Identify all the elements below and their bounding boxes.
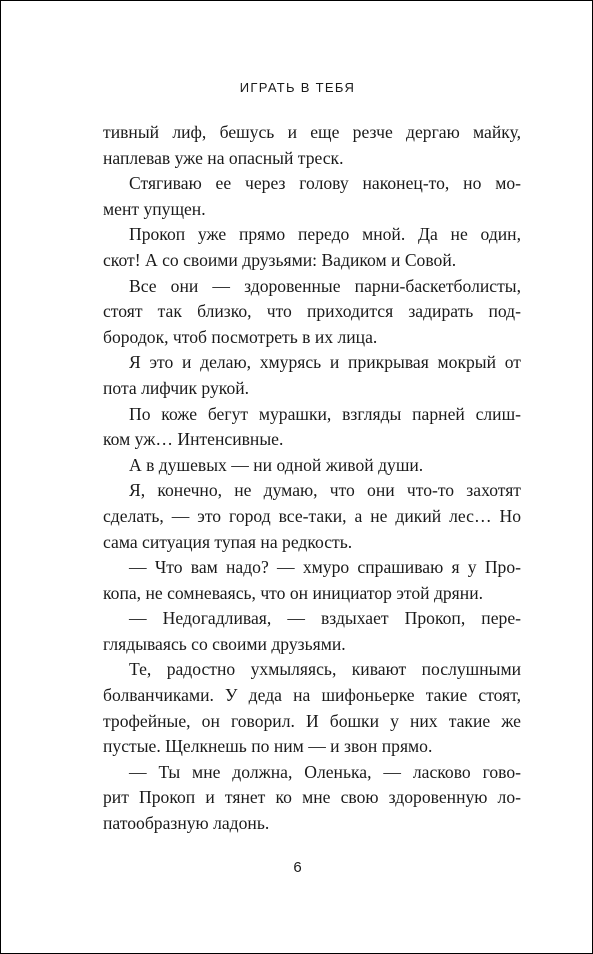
text-line: Все они — здоровенные парни-баскетболисты, — [129, 275, 521, 296]
text-line: пота лифчик рукой. — [103, 377, 250, 398]
text-line: наплевав уже на опасный треск. — [103, 147, 344, 168]
text-line: болванчиками. У деда на шифоньерке такие стоят, — [103, 685, 521, 706]
text-line: По коже бегут мурашки, взгляды парней слиш- — [129, 403, 521, 424]
text-line: трофейные, он говорил. И бошки у них такие же — [103, 710, 521, 731]
body-text — [103, 120, 521, 837]
paragraph — [103, 120, 521, 171]
paragraph — [103, 350, 521, 401]
paragraph — [103, 274, 521, 351]
text-line: пустые. Щелкнешь по ним — и звон прямо. — [103, 736, 433, 757]
text-line: скот! А со своими друзьями: Вадиком и Совой. — [103, 249, 457, 270]
text-line: мент упущен. — [103, 198, 206, 219]
text-line: ком уж… Интенсивные. — [103, 429, 284, 450]
paragraph — [103, 402, 521, 453]
text-line: — Ты мне должна, Оленька, — ласково гово- — [129, 761, 521, 782]
text-line: Я, конечно, не думаю, что они что-то захотят — [129, 480, 521, 501]
text-line: копа, не сомневаясь, что он инициатор этой дряни. — [103, 582, 484, 603]
text-line: патообразную ладонь. — [103, 813, 270, 834]
text-line: сделать, — это город все-таки, а не дикий лес… Но — [103, 505, 521, 526]
text-line: Те, радостно ухмыляясь, кивают послушными — [129, 659, 521, 680]
text-line: рит Прокоп и тянет ко мне свою здоровенную ло- — [103, 787, 521, 808]
text-line: — Что вам надо? — хмуро спрашиваю я у Про- — [129, 557, 521, 578]
text-line: Стягиваю ее через голову наконец-то, но мо- — [129, 173, 521, 194]
running-head: ИГРАТЬ В ТЕБЯ — [239, 80, 356, 95]
text-line: бородок, чтоб посмотреть в их лица. — [103, 326, 378, 347]
paragraph — [103, 760, 521, 837]
paragraph — [103, 478, 521, 555]
text-line: стоят так близко, что приходится задирать под- — [103, 301, 521, 322]
paragraph — [103, 606, 521, 657]
paragraph — [103, 657, 521, 759]
text-line: сама ситуация тупая на редкость. — [103, 531, 353, 552]
paragraph — [103, 453, 521, 479]
text-line: Я это и делаю, хмурясь и прикрывая мокрый от — [129, 352, 521, 373]
paragraph — [103, 171, 521, 222]
text-line: Прокоп уже прямо передо мной. Да не один, — [129, 224, 521, 245]
paragraph — [103, 222, 521, 273]
paragraph — [103, 555, 521, 606]
text-line: тивный лиф, бешусь и еще резче дергаю майку, — [103, 122, 521, 142]
page-number: 6 — [293, 859, 302, 876]
text-line: глядываясь со своими друзьями. — [103, 633, 346, 654]
text-line: А в душевых — ни одной живой души. — [129, 454, 424, 475]
text-line: — Недогадливая, — вздыхает Прокоп, пере- — [129, 608, 521, 629]
